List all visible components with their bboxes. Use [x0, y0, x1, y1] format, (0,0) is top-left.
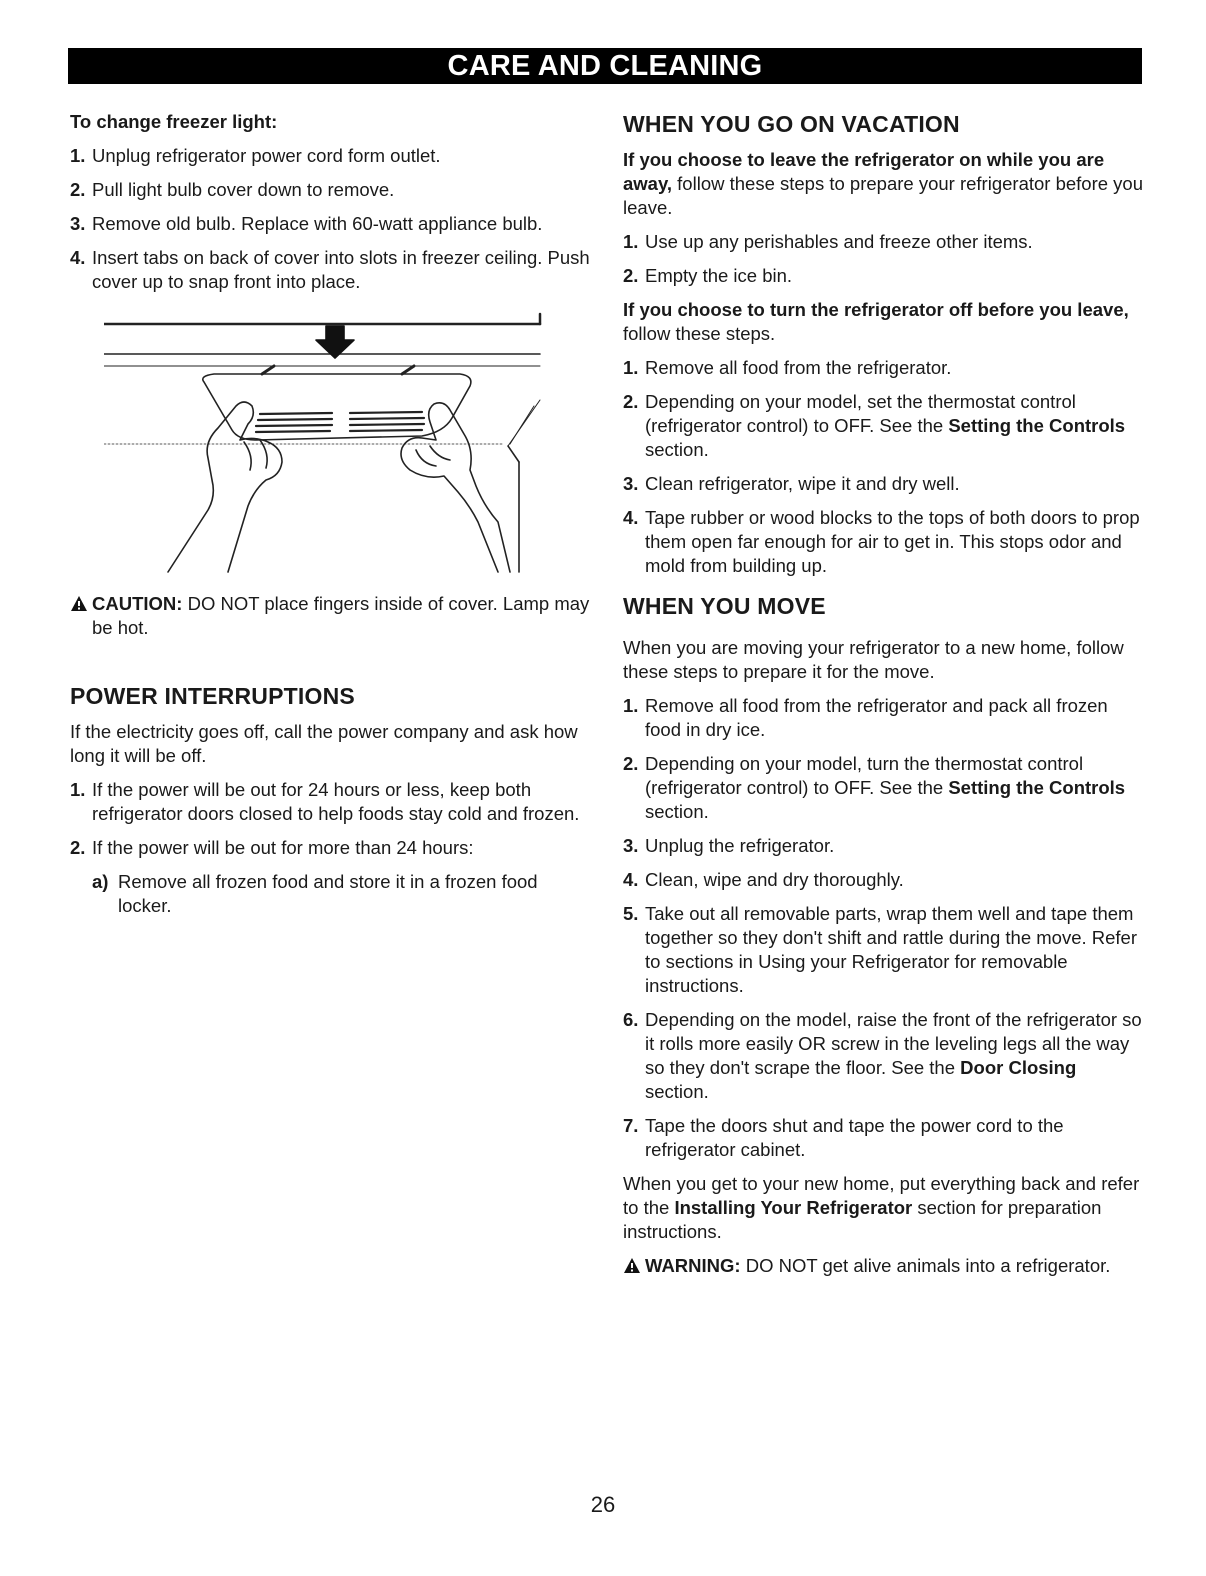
freezer-light-cover-illustration [104, 310, 584, 582]
warning-triangle-icon [70, 595, 88, 612]
section-reference: Setting the Controls [948, 777, 1126, 798]
step-text: Use up any perishables and freeze other items. [645, 231, 1033, 252]
body-text: follow these steps to prepare your refrigerator before you leave. [623, 173, 1144, 218]
step-text: Remove all food from the refrigerator and pack all frozen food in dry ice. [645, 695, 1108, 740]
step-number: 6. [623, 1009, 639, 1030]
step-text: Unplug the refrigerator. [645, 835, 835, 856]
step-number: 3. [623, 473, 639, 494]
section-reference: Door Closing [960, 1057, 1077, 1078]
step-text: Remove old bulb. Replace with 60-watt appliance bulb. [92, 213, 543, 234]
step-text: Depending on your model, turn the thermostat control (refrigerator control) to OFF. See the [645, 753, 1084, 798]
body-text: follow these steps. [623, 323, 776, 344]
warning-note [623, 1254, 1143, 1278]
caution-label: CAUTION: [92, 593, 183, 614]
list-item [623, 834, 1143, 858]
list-item [623, 264, 1143, 288]
body-text: section for preparation instructions. [623, 1197, 1102, 1242]
step-number: 4. [623, 869, 639, 890]
step-number: 7. [623, 1115, 639, 1136]
warning-triangle-icon [623, 1257, 641, 1274]
move-steps [623, 694, 1143, 1162]
freezer-light-steps [70, 144, 590, 294]
step-number: 1. [70, 145, 86, 166]
section-reference: Installing Your Refrigerator [674, 1197, 913, 1218]
vacation-on-steps [623, 230, 1143, 288]
step-number: 4. [623, 507, 639, 528]
step-text: Tape rubber or wood blocks to the tops of both doors to prop them open far enough for air to get in. This stops odor and mold from building up. [645, 507, 1140, 576]
list-item [70, 212, 590, 236]
step-text: If the power will be out for 24 hours or less, keep both refrigerator doors closed to help foods stay cold and frozen. [92, 779, 580, 824]
step-number: 1. [623, 357, 639, 378]
step-text: Insert tabs on back of cover into slots in freezer ceiling. Push cover up to snap front into place. [92, 247, 590, 292]
page-header-banner: CARE AND CLEANING [68, 48, 1142, 84]
move-outro [623, 1172, 1143, 1244]
step-text: Empty the ice bin. [645, 265, 793, 286]
caution-text: DO NOT place fingers inside of cover. Lamp may be hot. [92, 593, 590, 638]
step-number: 4. [70, 247, 86, 268]
step-number: 2. [623, 753, 639, 774]
power-steps [70, 778, 590, 860]
list-item [623, 752, 1143, 824]
list-item [70, 144, 590, 168]
step-text: Remove all frozen food and store it in a frozen food locker. [118, 871, 538, 916]
right-column [623, 110, 1143, 1278]
move-intro: When you are moving your refrigerator to a new home, follow these steps to prepare it for the move. [623, 637, 1124, 682]
step-text: Clean, wipe and dry thoroughly. [645, 869, 904, 890]
step-text: Depending on the model, raise the front of the refrigerator so it rolls more easily OR screw in the leveling legs all the way so they don't scrape the floor. See the [645, 1009, 1142, 1078]
step-number: 1. [70, 779, 86, 800]
list-item [623, 356, 1143, 380]
step-number: 2. [70, 179, 86, 200]
vacation-turn-off-paragraph [623, 298, 1143, 346]
list-item [623, 472, 1143, 496]
step-number: 1. [623, 231, 639, 252]
bold-text: If you choose to turn the refrigerator off before you leave, [623, 299, 1129, 320]
step-text: Take out all removable parts, wrap them well and tape them together so they don't shift and rattle during the move. Refer to sections in Using your Refrigerator for removable instructions. [645, 903, 1138, 996]
step-number: 2. [623, 391, 639, 412]
list-item [623, 1008, 1143, 1104]
step-text: Remove all food from the refrigerator. [645, 357, 952, 378]
list-item [623, 694, 1143, 742]
move-heading: WHEN YOU MOVE [623, 593, 826, 619]
step-text: section. [645, 439, 709, 460]
step-text: Tape the doors shut and tape the power cord to the refrigerator cabinet. [645, 1115, 1064, 1160]
step-text: Depending on your model, set the thermostat control (refrigerator control) to OFF. See the [645, 391, 1076, 436]
step-text: Clean refrigerator, wipe it and dry well. [645, 473, 960, 494]
list-item [70, 836, 590, 860]
body-text: When you get to your new home, put everything back and refer to the [623, 1173, 1140, 1218]
step-number: 5. [623, 903, 639, 924]
step-text: Unplug refrigerator power cord form outlet. [92, 145, 441, 166]
list-item [623, 506, 1143, 578]
page-number: 26 [590, 1492, 616, 1517]
step-number: a) [92, 871, 109, 892]
list-item [70, 178, 590, 202]
list-item [623, 230, 1143, 254]
list-item [623, 1114, 1143, 1162]
section-reference: Setting the Controls [948, 415, 1126, 436]
list-item [623, 868, 1143, 892]
hands-removing-cover-drawing [104, 310, 584, 582]
step-text: Pull light bulb cover down to remove. [92, 179, 395, 200]
vacation-leave-on-paragraph [623, 148, 1143, 220]
list-item [70, 778, 590, 826]
vacation-heading: WHEN YOU GO ON VACATION [623, 111, 960, 137]
left-column [70, 110, 590, 918]
step-number: 3. [70, 213, 86, 234]
bold-text: If you choose to leave the refrigerator on while you are away, [623, 149, 1105, 194]
caution-note [70, 592, 590, 640]
step-number: 3. [623, 835, 639, 856]
warning-text: DO NOT get alive animals into a refrigerator. [745, 1255, 1111, 1276]
step-text: If the power will be out for more than 24 hours: [92, 837, 474, 858]
step-number: 2. [70, 837, 86, 858]
power-intro: If the electricity goes off, call the power company and ask how long it will be off. [70, 721, 578, 766]
list-item [623, 902, 1143, 998]
list-item [70, 870, 590, 918]
warning-label: WARNING: [645, 1255, 741, 1276]
step-number: 1. [623, 695, 639, 716]
step-text: section. [645, 801, 709, 822]
list-item [70, 246, 590, 294]
list-item [623, 390, 1143, 462]
power-interruptions-heading: POWER INTERRUPTIONS [70, 683, 355, 709]
step-number: 2. [623, 265, 639, 286]
step-text: section. [645, 1081, 709, 1102]
freezer-light-heading: To change freezer light: [70, 111, 278, 132]
vacation-off-steps [623, 356, 1143, 578]
